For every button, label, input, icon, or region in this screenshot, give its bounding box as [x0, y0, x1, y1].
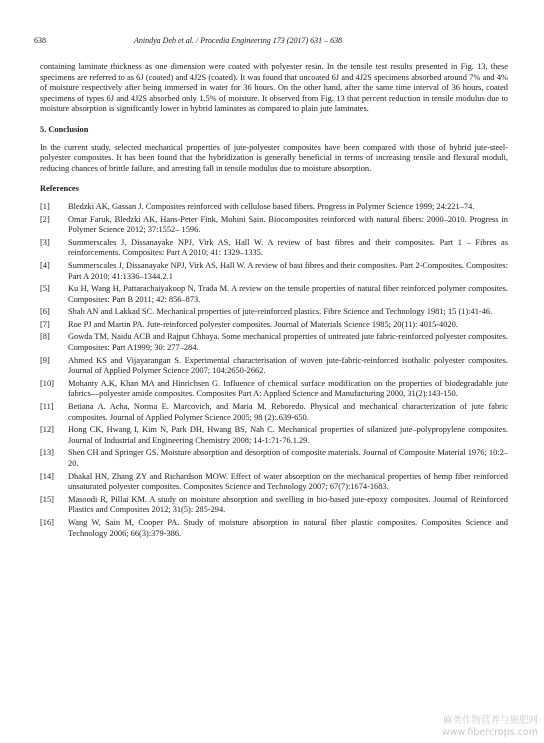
- reference-number: [3]: [40, 237, 50, 247]
- reference-number: [4]: [40, 260, 50, 270]
- reference-item: [40, 332, 508, 353]
- reference-text: Roe PJ and Martin PA. Jute-reinforced polyester composites. Journal of Materials Science 1985; 20(11): 4015-4020.: [68, 319, 458, 329]
- reference-number: [13]: [40, 448, 54, 458]
- reference-text: Shah AN and Lakkad SC. Mechanical properties of jute-reinforced plastics. Fibre Science and Technology 1981; 15 (1):41-46.: [68, 307, 493, 317]
- reference-number: [9]: [40, 355, 50, 365]
- reference-text: Ahmed KS and Vijayarangan S. Experimental characterisation of woven jute-fabric-reinforced isothalic polyester composites. Journal of Applied Polymer Science 2007; 104:2650-2662.: [68, 355, 508, 376]
- reference-item: [40, 402, 508, 423]
- watermark-line-1: 麻类作物营养与施肥网: [442, 715, 538, 726]
- page-number: 638: [34, 36, 46, 45]
- reference-item: [40, 495, 508, 516]
- reference-text: Hong CK, Hwang I, Kim N, Park DH, Hwang BS, Nah C. Mechanical properties of silanized jute–polypropylene composites. Journal of Industrial and Engineering Chemistry 2008; 14-1:71-76.1.29.: [68, 425, 508, 445]
- reference-item: [40, 448, 508, 469]
- reference-text: Gowda TM, Naidu ACB and Rajput Chhaya. Some mechanical properties of untreated jute fabric-reinforced polyester composites. Composites: Part A1999; 30: 277–284.: [68, 332, 508, 353]
- reference-item: [40, 284, 508, 305]
- reference-number: [12]: [40, 425, 54, 435]
- watermark: [442, 715, 538, 739]
- reference-item: [40, 215, 508, 236]
- reference-number: [5]: [40, 284, 50, 294]
- reference-number: [10]: [40, 378, 54, 388]
- journal-citation: Anindya Deb et al. / Procedia Engineering 173 (2017) 631 – 638: [134, 36, 343, 45]
- reference-text: Ku H, Wang H, Pattarachaiyakoop N, Trada M. A review on the tensile properties of natural fiber reinforced polymer composites. Composites: Part B 2011; 42: 856–873.: [68, 284, 508, 304]
- references-heading: References: [40, 184, 79, 194]
- reference-item: [40, 472, 508, 493]
- reference-text: Summerscales J, Dissanayake NPJ, Virk AS, Hall W. A review of bast fibres and their composites. Part 1 – Fibres as reinforcements. Composites: Part A 2010; 41: 1329–1335.: [68, 237, 508, 258]
- reference-item: [40, 307, 508, 318]
- reference-number: [16]: [40, 517, 54, 527]
- reference-text: Wang W, Sain M, Cooper PA. Study of moisture absorption in natural fiber plastic composites. Composites Science and Technology 2006; 66(3):379-386.: [68, 517, 508, 538]
- main-content: [40, 62, 508, 541]
- reference-number: [14]: [40, 471, 54, 481]
- reference-number: [7]: [40, 319, 50, 329]
- reference-number: [15]: [40, 494, 54, 504]
- intro-paragraph: containing laminate thickness as one dimension were coated with polyester resin. In the tensile test results presented in Fig. 13, these specimens are referred to as 6J (coated) and 4J2S (coated). It was found that uncoated 6J and 4J2S specimens absorbed around 7% and 4% of moisture respectively after being immersed in water for 36 hours. On the other hand, after the same time interval of 36 hours, coated specimens of types 6J and 4J2S absorbed only 1.5% of moisture. It observed from Fig. 13 that percent reduction in tensile modulus due to moisture absorption is significantly lower in hybrid laminates as compared to plain jute laminates.: [40, 62, 508, 114]
- conclusion-paragraph: In the current study, selected mechanical properties of jute-polyester composites have been compared with those of hybrid jute-steel-polyester composites. It has been found that the hybridization is generally beneficial in terms of increasing tensile and flexural moduli, reducing chances of brittle failure, and arresting fall in tensile modulus due to moisture absorption.: [40, 142, 508, 173]
- reference-text: Summerscales J, Dissanayake NPJ, Virk AS, Hall W. A review of bast fibres and their composites. Part 2-Composites. Composites: Part A 2010; 41:1336–1344.2.1: [68, 260, 508, 281]
- reference-item: [40, 379, 508, 400]
- reference-text: Shen CH and Springer GS. Moisture absorption and desorption of composite materials. Journal of Composite Material 1976; 10:2–20.: [68, 448, 508, 468]
- reference-text: Mohanty A.K, Khan MA and Hinrichsen G. Influence of chemical surface modification on the properties of biodegradable jute fabrics—polyester amide composites. Composites Part A: Applied Science and Manufacturing 2000, 31(2):143-150.: [68, 378, 508, 399]
- reference-number: [1]: [40, 201, 50, 211]
- watermark-line-2: www.fibercrops.com: [441, 727, 538, 738]
- reference-number: [6]: [40, 307, 50, 317]
- reference-number: [11]: [40, 402, 54, 412]
- reference-item: [40, 425, 508, 446]
- reference-item: [40, 261, 508, 282]
- reference-text: Omar Faruk, Bledzki AK, Hans-Peter Fink, Mohini Sain. Biocomposites reinforced with natural fibers: 2000–2010. Progress in Polymer Science 2012; 37:1552– 1596.: [68, 214, 508, 235]
- reference-text: Dhakal HN, Zhang ZY and Richardson MOW. Effect of water absorption on the mechanical properties of hemp fiber reinforced unsaturated polyester composites. Composites Science and Technology 2007; 67(7):1674-1683.: [68, 471, 508, 492]
- reference-item: [40, 238, 508, 259]
- reference-text: Masoodi R, Pillai KM. A study on moisture absorption and swelling in bio-based jute-epoxy composites. Journal of Reinforced Plastics and Composites 2012; 31(5): 285-294.: [68, 494, 508, 515]
- reference-list: [40, 202, 508, 539]
- reference-number: [2]: [40, 214, 50, 224]
- reference-number: [8]: [40, 332, 50, 342]
- reference-text: Bledzki AK, Gassan J. Composites reinforced with cellulose based fibers. Progress in Polymer Science 1999; 24:221–74.: [68, 201, 475, 211]
- reference-item: [40, 202, 508, 213]
- reference-item: [40, 356, 508, 377]
- reference-item: [40, 320, 508, 331]
- reference-item: [40, 518, 508, 539]
- reference-text: Betiana A. Acha, Norma E. Marcovich, and Maria M. Reboredo. Physical and mechanical characterization of jute fabric composites. Journal of Applied Polymer Science 2005; 98 (2):.639-650.: [68, 402, 508, 422]
- conclusion-heading: 5. Conclusion: [40, 124, 89, 134]
